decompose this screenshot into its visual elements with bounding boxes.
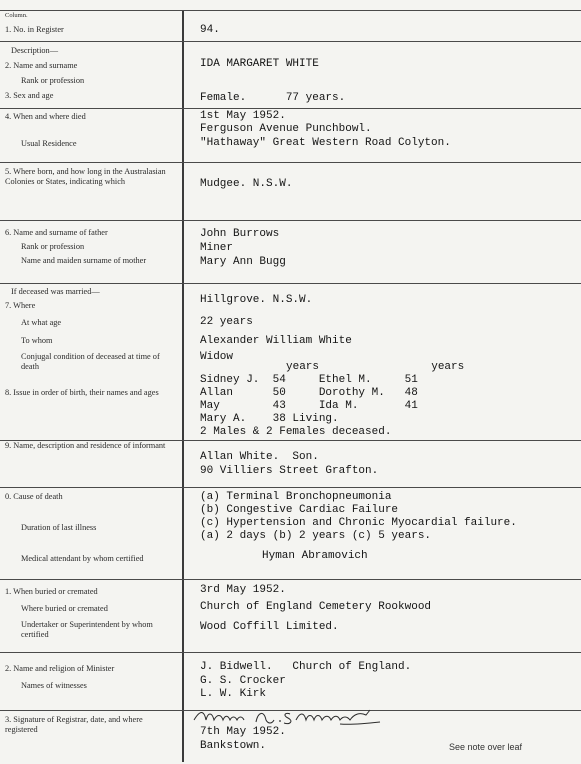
registrar-signature bbox=[190, 706, 400, 728]
label-cause: 0. Cause of death bbox=[5, 492, 63, 501]
entry-witness-2: L. W. Kirk bbox=[200, 688, 267, 700]
rule-2 bbox=[0, 108, 581, 109]
entry-register-no: 94. bbox=[200, 24, 220, 36]
column-header: Column. bbox=[5, 12, 28, 19]
label-if-married: If deceased was married— bbox=[11, 287, 100, 296]
label-father: 6. Name and surname of father bbox=[5, 228, 108, 237]
label-buried-where: Where buried or cremated bbox=[21, 604, 108, 613]
entry-attendant: Hyman Abramovich bbox=[262, 550, 368, 562]
label-registrar: 3. Signature of Registrar, date, and where registered bbox=[5, 715, 143, 734]
rule-5 bbox=[0, 283, 581, 284]
entry-father: John Burrows bbox=[200, 228, 280, 240]
entry-married-where: Hillgrove. N.S.W. bbox=[200, 294, 313, 306]
entry-conjugal: Widow bbox=[200, 351, 234, 363]
entry-married-age: 22 years bbox=[200, 316, 253, 328]
see-note-over-leaf: See note over leaf bbox=[449, 742, 523, 752]
entry-undertaker: Wood Coffill Limited. bbox=[200, 621, 339, 633]
entry-father-rank: Miner bbox=[200, 242, 234, 254]
label-attendant: Medical attendant by whom certified bbox=[21, 554, 144, 563]
entry-informant-1: Allan White. Son. bbox=[200, 451, 319, 463]
label-informant: 9. Name, description and residence of informant bbox=[5, 441, 166, 450]
label-sex-age: 3. Sex and age bbox=[5, 91, 54, 100]
entry-minister: J. Bidwell. Church of England. bbox=[200, 661, 412, 673]
entry-issue-1: Sidney J. 54 Ethel M. 51 bbox=[200, 374, 418, 386]
entry-cause-c: (c) Hypertension and Chronic Myocardial failure. bbox=[200, 517, 517, 529]
entry-died-place: Ferguson Avenue Punchbowl. bbox=[200, 123, 372, 135]
label-duration: Duration of last illness bbox=[21, 523, 97, 532]
label-married-age: At what age bbox=[21, 318, 62, 327]
label-father-rank: Rank or profession bbox=[21, 242, 85, 251]
label-witnesses: Names of witnesses bbox=[21, 681, 87, 690]
label-name-surname: 2. Name and surname bbox=[5, 61, 78, 70]
entry-issue-header: years years bbox=[286, 361, 465, 373]
rule-7 bbox=[0, 487, 581, 488]
label-born: 5. Where born, and how long in the Australasian Colonies or States, indicating which bbox=[5, 167, 166, 186]
entry-issue-4: Mary A. 38 Living. bbox=[200, 413, 339, 425]
label-undertaker: Undertaker or Superintendent by whom certified bbox=[21, 620, 153, 639]
entry-cause-b: (b) Congestive Cardiac Failure bbox=[200, 504, 399, 516]
entry-mother: Mary Ann Bugg bbox=[200, 256, 286, 268]
label-conjugal: Conjugal condition of deceased at time of death bbox=[21, 352, 160, 371]
entry-reg-date: 7th May 1952. bbox=[200, 726, 286, 738]
label-usual-residence: Usual Residence bbox=[21, 139, 77, 148]
label-issue: 8. Issue in order of birth, their names and ages bbox=[5, 388, 159, 397]
entry-informant-2: 90 Villiers Street Grafton. bbox=[200, 465, 379, 477]
label-register-no: 1. No. in Register bbox=[5, 25, 64, 34]
label-mother: Name and maiden surname of mother bbox=[21, 256, 147, 265]
entry-name: IDA MARGARET WHITE bbox=[200, 58, 319, 70]
entry-cause-a: (a) Terminal Bronchopneumonia bbox=[200, 491, 392, 503]
label-description: Description— bbox=[11, 46, 59, 55]
label-minister: 2. Name and religion of Minister bbox=[5, 664, 115, 673]
label-buried-when: 1. When buried or cremated bbox=[5, 587, 98, 596]
rule-9 bbox=[0, 652, 581, 653]
entry-born: Mudgee. N.S.W. bbox=[200, 178, 293, 190]
rule-3 bbox=[0, 162, 581, 163]
rule-1 bbox=[0, 41, 581, 42]
entry-buried-when: 3rd May 1952. bbox=[200, 584, 286, 596]
column-divider bbox=[182, 10, 184, 762]
entry-witness-1: G. S. Crocker bbox=[200, 675, 286, 687]
label-married-to: To whom bbox=[21, 336, 53, 345]
entry-buried-where: Church of England Cemetery Rookwood bbox=[200, 601, 432, 613]
label-rank-profession: Rank or profession bbox=[21, 76, 85, 85]
entry-reg-place: Bankstown. bbox=[200, 740, 267, 752]
entry-married-to: Alexander William White bbox=[200, 335, 352, 347]
entry-duration: (a) 2 days (b) 2 years (c) 5 years. bbox=[200, 530, 432, 542]
entry-issue-2: Allan 50 Dorothy M. 48 bbox=[200, 387, 418, 399]
rule-top bbox=[0, 10, 581, 11]
entry-sex-age: Female. 77 years. bbox=[200, 92, 346, 104]
entry-issue-5: 2 Males & 2 Females deceased. bbox=[200, 426, 392, 438]
rule-8 bbox=[0, 579, 581, 580]
entry-residence: "Hathaway" Great Western Road Colyton. bbox=[200, 137, 451, 149]
entry-issue-3: May 43 Ida M. 41 bbox=[200, 400, 418, 412]
entry-died-date: 1st May 1952. bbox=[200, 110, 286, 122]
label-when-where-died: 4. When and where died bbox=[5, 112, 86, 121]
rule-4 bbox=[0, 220, 581, 221]
label-married-where: 7. Where bbox=[5, 301, 36, 310]
